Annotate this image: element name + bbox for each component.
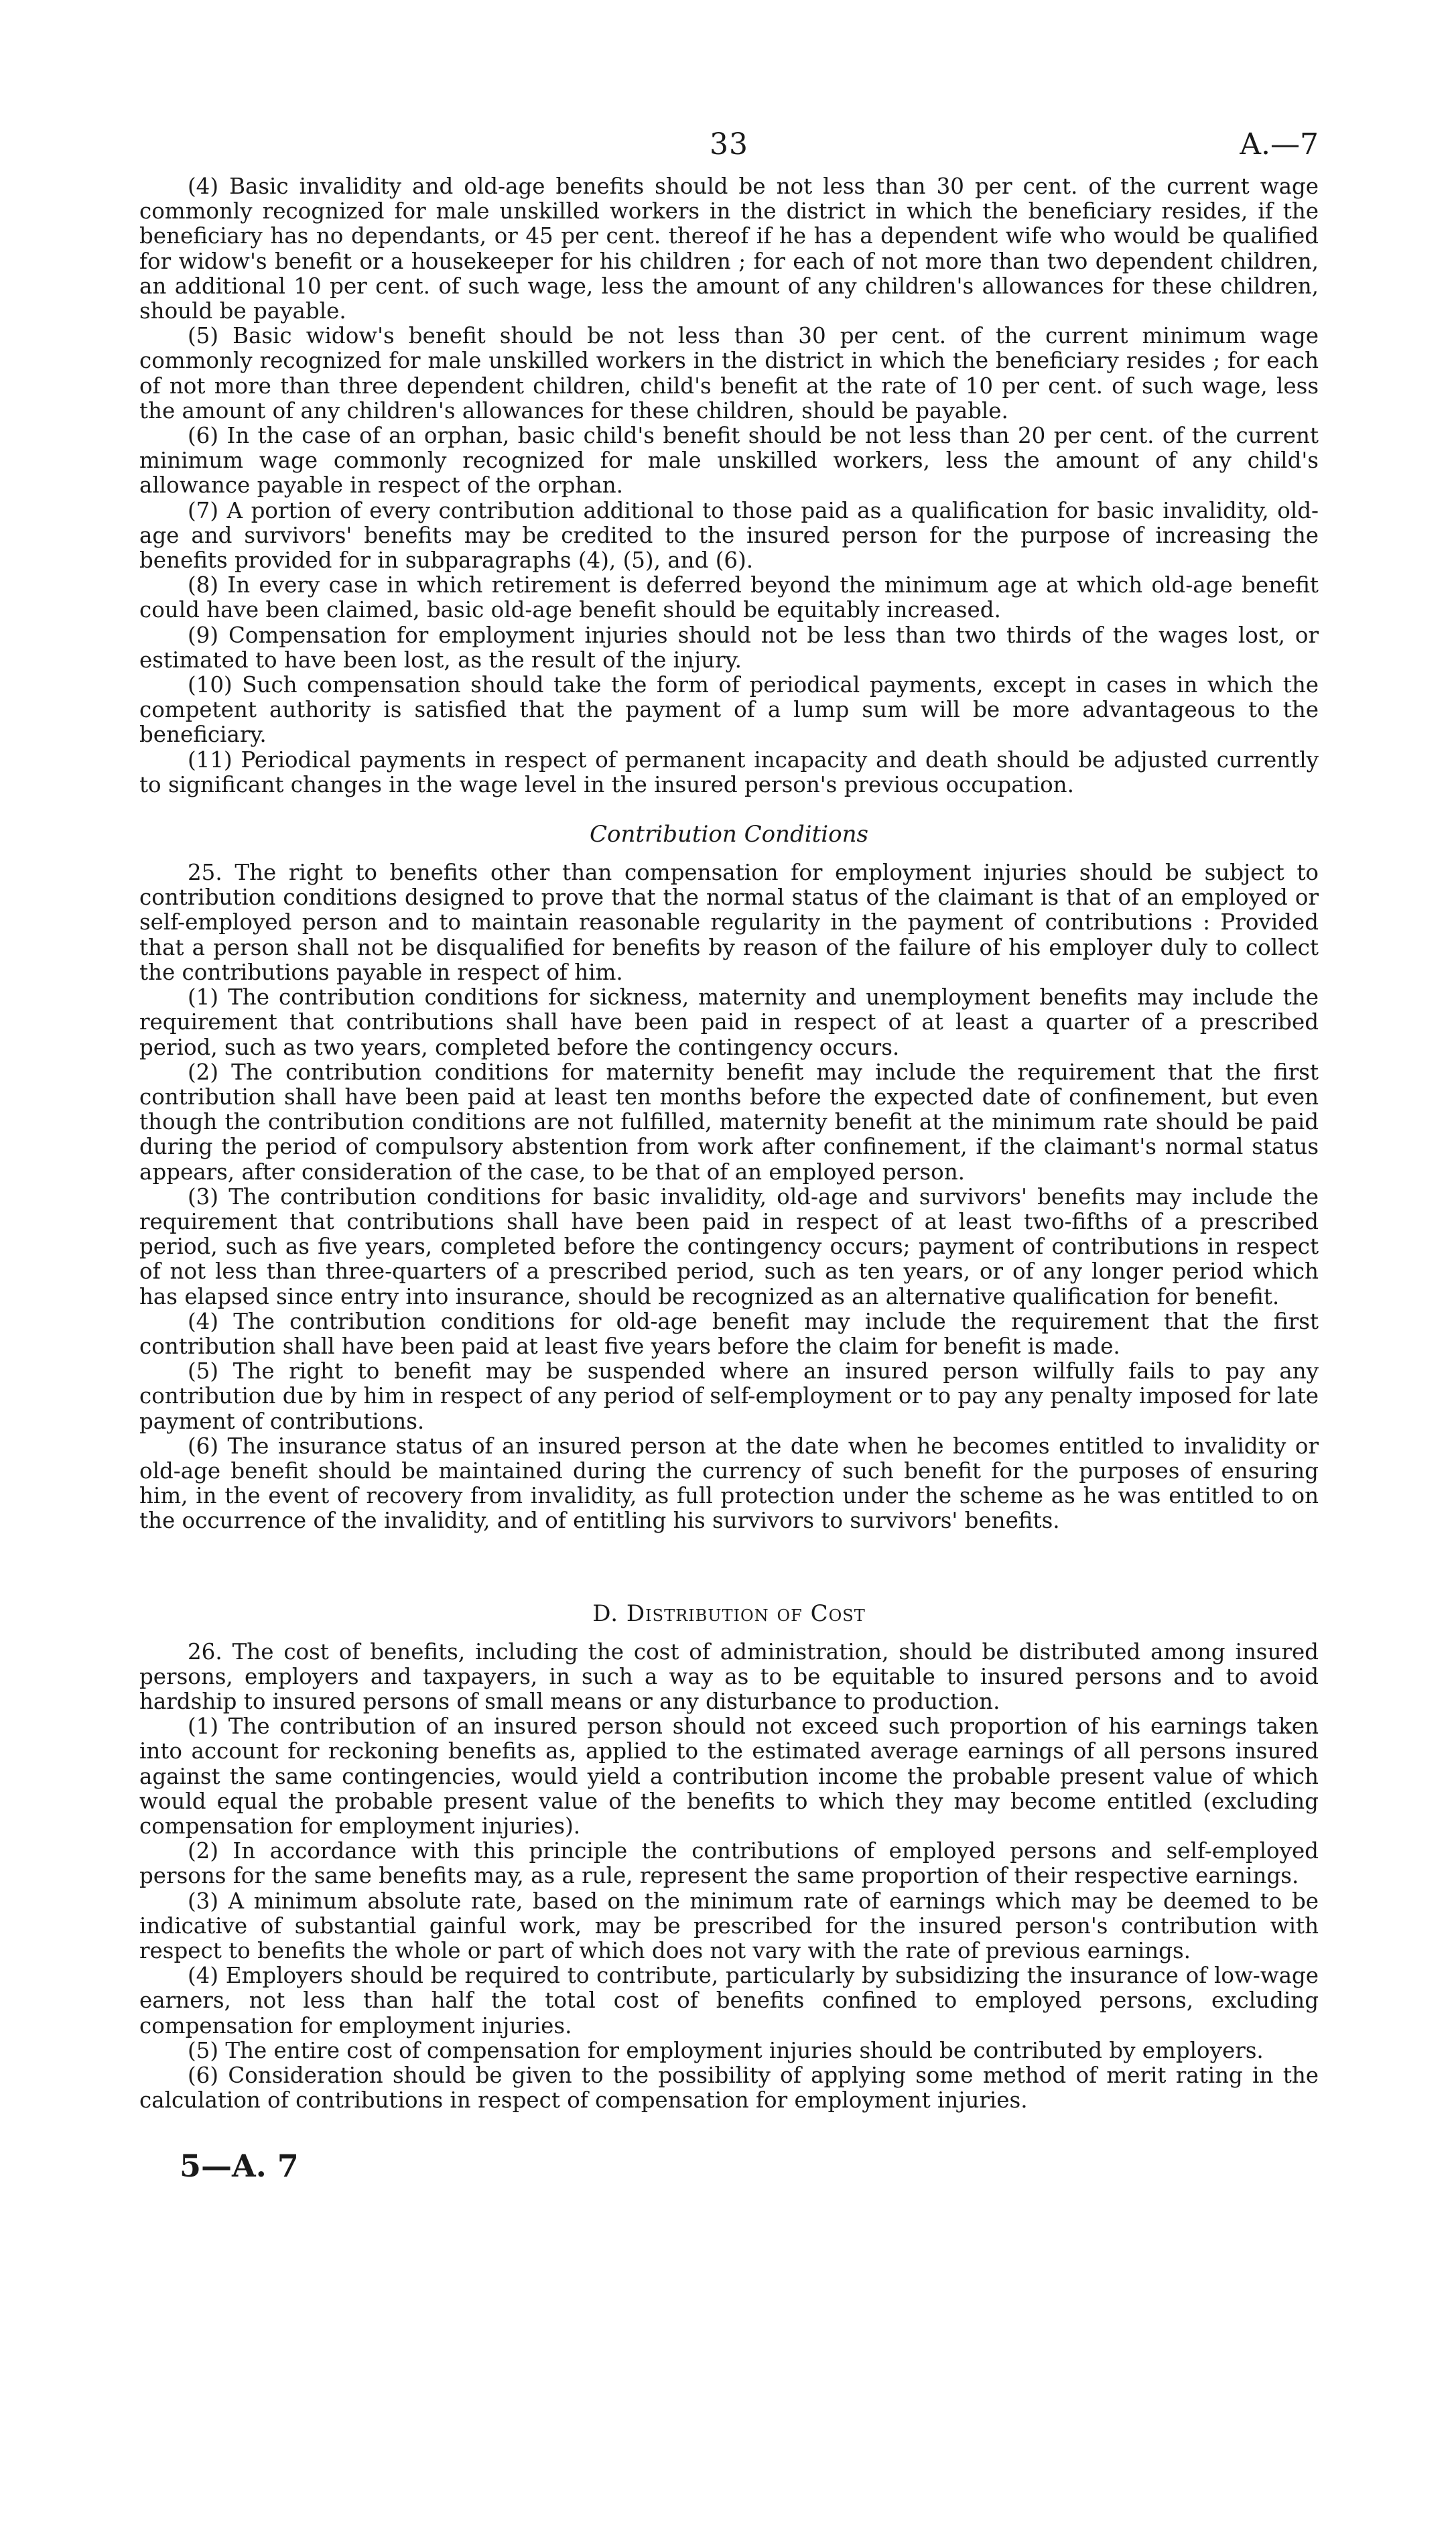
- document-reference: A.—7: [1240, 127, 1319, 161]
- paragraph-24-10: (10) Such compensation should take the form of periodical payments, except in cases in which the competent authority is satisfied that the payment of a lump sum will be more advantageous to the beneficiary.: [139, 672, 1319, 748]
- paragraph-25-2: (2) The contribution conditions for maternity benefit may include the requirement that the first contribution shall have been paid at least ten months before the expected date of confinement, but even though the contribution conditions are not fulfilled, maternity benefit at the minimum rate should be paid during the period of compulsory abstention from work after confinement, if the claimant's normal status appears, after consideration of the case, to be that of an employed person.: [139, 1059, 1319, 1185]
- paragraph-24-11: (11) Periodical payments in respect of permanent incapacity and death should be adjusted currently to significant changes in the wage level in the insured person's previous occupation.: [139, 747, 1319, 797]
- paragraph-26-3: (3) A minimum absolute rate, based on the minimum rate of earnings which may be deemed to be indicative of substantial gainful work, may be prescribed for the insured person's contribution with respect to benefits the whole or part of which does not vary with the rate of previous earnings.: [139, 1888, 1319, 1963]
- document-page: [139, 101, 1319, 2184]
- benefit-rates-section: [139, 174, 1319, 797]
- paragraph-25-6: (6) The insurance status of an insured person at the date when he becomes entitled to invalidity or old-age benefit should be maintained during the currency of such benefit for the purposes of ensuring him, in the event of recovery from invalidity, as full protection under the scheme as he was entitled to on the occurrence of the invalidity, and of entitling his survivors to survivors' benefits.: [139, 1433, 1319, 1534]
- paragraph-24-8: (8) In every case in which retirement is deferred beyond the minimum age at which old-age benefit could have been claimed, basic old-age benefit should be equitably increased.: [139, 572, 1319, 623]
- paragraph-24-6: (6) In the case of an orphan, basic child's benefit should be not less than 20 per cent. of the current minimum wage commonly recognized for male unskilled workers, less the amount of any child's allowance payable in respect of the orphan.: [139, 423, 1319, 499]
- paragraph-24-5: (5) Basic widow's benefit should be not less than 30 per cent. of the current minimum wage commonly recognized for male unskilled workers in the district in which the beneficiary resides ; for each of not more than three dependent children, child's benefit at the rate of 10 per cent. of such wage, less the amount of any children's allowances for these children, should be payable.: [139, 323, 1319, 424]
- paragraph-25-4: (4) The contribution conditions for old-age benefit may include the requirement that the first contribution shall have been paid at least five years before the claim for benefit is made.: [139, 1308, 1319, 1359]
- section-heading-contribution-conditions: Contribution Conditions: [590, 821, 868, 848]
- paragraph-26: 26. The cost of benefits, including the cost of administration, should be distributed among insured persons, employers and taxpayers, in such a way as to be equitable to insured persons and to avoid hardship to insured persons of small means or any disturbance to production.: [139, 1638, 1319, 1714]
- section-spacer: [139, 1534, 1319, 1577]
- paragraph-24-4: (4) Basic invalidity and old-age benefits should be not less than 30 per cent. of the current wage commonly recognized for male unskilled workers in the district in which the beneficiary resides, if the beneficiary has no dependants, or 45 per cent. thereof if he has a dependent wife who would be qualified for widow's benefit or a housekeeper for his children ; for each of not more than two dependent children, an additional 10 per cent. of such wage, less the amount of any children's allowances for these children, should be payable.: [139, 174, 1319, 324]
- paragraph-26-5: (5) The entire cost of compensation for employment injuries should be contributed by employers.: [188, 2037, 1264, 2063]
- paragraph-24-7: (7) A portion of every contribution additional to those paid as a qualification for basic invalidity, old-age and survivors' benefits may be credited to the insured person for the purpose of increasing the benefits provided for in subparagraphs (4), (5), and (6).: [139, 497, 1319, 574]
- paragraph-26-6: (6) Consideration should be given to the possibility of applying some method of merit rating in the calculation of contributions in respect of compensation for employment injuries.: [139, 2063, 1319, 2114]
- paragraph-25-5: (5) The right to benefit may be suspended where an insured person wilfully fails to pay any contribution due by him in respect of any period of self-employment or to pay any penalty imposed for late payment of contributions.: [139, 1358, 1319, 1434]
- paragraph-25: 25. The right to benefits other than compensation for employment injuries should be subject to contribution conditions designed to prove that the normal status of the claimant is that of an employed or self-employed person and to maintain reasonable regularity in the payment of contributions : Provided that a person shall not be disqualified for benefits by reason of the failure of his employer duly to collect the contributions payable in respect of him.: [139, 860, 1319, 985]
- paragraph-26-4: (4) Employers should be required to contribute, particularly by subsidizing the insurance of low-wage earners, not less than half the total cost of benefits confined to employed persons, excluding compensation for employment injuries.: [139, 1963, 1319, 2038]
- page-header: [139, 101, 1319, 174]
- page-number: 33: [710, 127, 748, 161]
- distribution-of-cost-section: [139, 1640, 1319, 2114]
- paragraph-25-3: (3) The contribution conditions for basic invalidity, old-age and survivors' benefits may include the requirement that contributions shall have been paid in respect of at least two-fifths of a prescribed period, such as five years, completed before the contingency occurs; payment of contributions in respect of not less than three-quarters of a prescribed period, such as ten years, or of any longer period which has elapsed since entry into insurance, should be recognized as an alternative qualification for benefit.: [139, 1183, 1319, 1309]
- footer-signature-reference: 5—A. 7: [180, 2148, 299, 2185]
- section-heading-distribution-of-cost: D. Distribution of Cost: [592, 1600, 866, 1627]
- paragraph-26-2: (2) In accordance with this principle the contributions of employed persons and self-employed persons for the same benefits may, as a rule, represent the same proportion of their respective earnings.: [139, 1838, 1319, 1889]
- paragraph-26-1: (1) The contribution of an insured person should not exceed such proportion of his earnings taken into account for reckoning benefits as, applied to the estimated average earnings of all persons insured against the same contingencies, would yield a contribution income the probable present value of which would equal the probable present value of the benefits to which they may become entitled (excluding compensation for employment injuries).: [139, 1713, 1319, 1839]
- paragraph-25-1: (1) The contribution conditions for sickness, maternity and unemployment benefits may include the requirement that contributions shall have been paid in respect of at least a quarter of a prescribed period, such as two years, completed before the contingency occurs.: [139, 984, 1319, 1060]
- contribution-conditions-section: [139, 860, 1319, 1533]
- paragraph-24-9: (9) Compensation for employment injuries should not be less than two thirds of the wages lost, or estimated to have been lost, as the result of the injury.: [139, 622, 1319, 673]
